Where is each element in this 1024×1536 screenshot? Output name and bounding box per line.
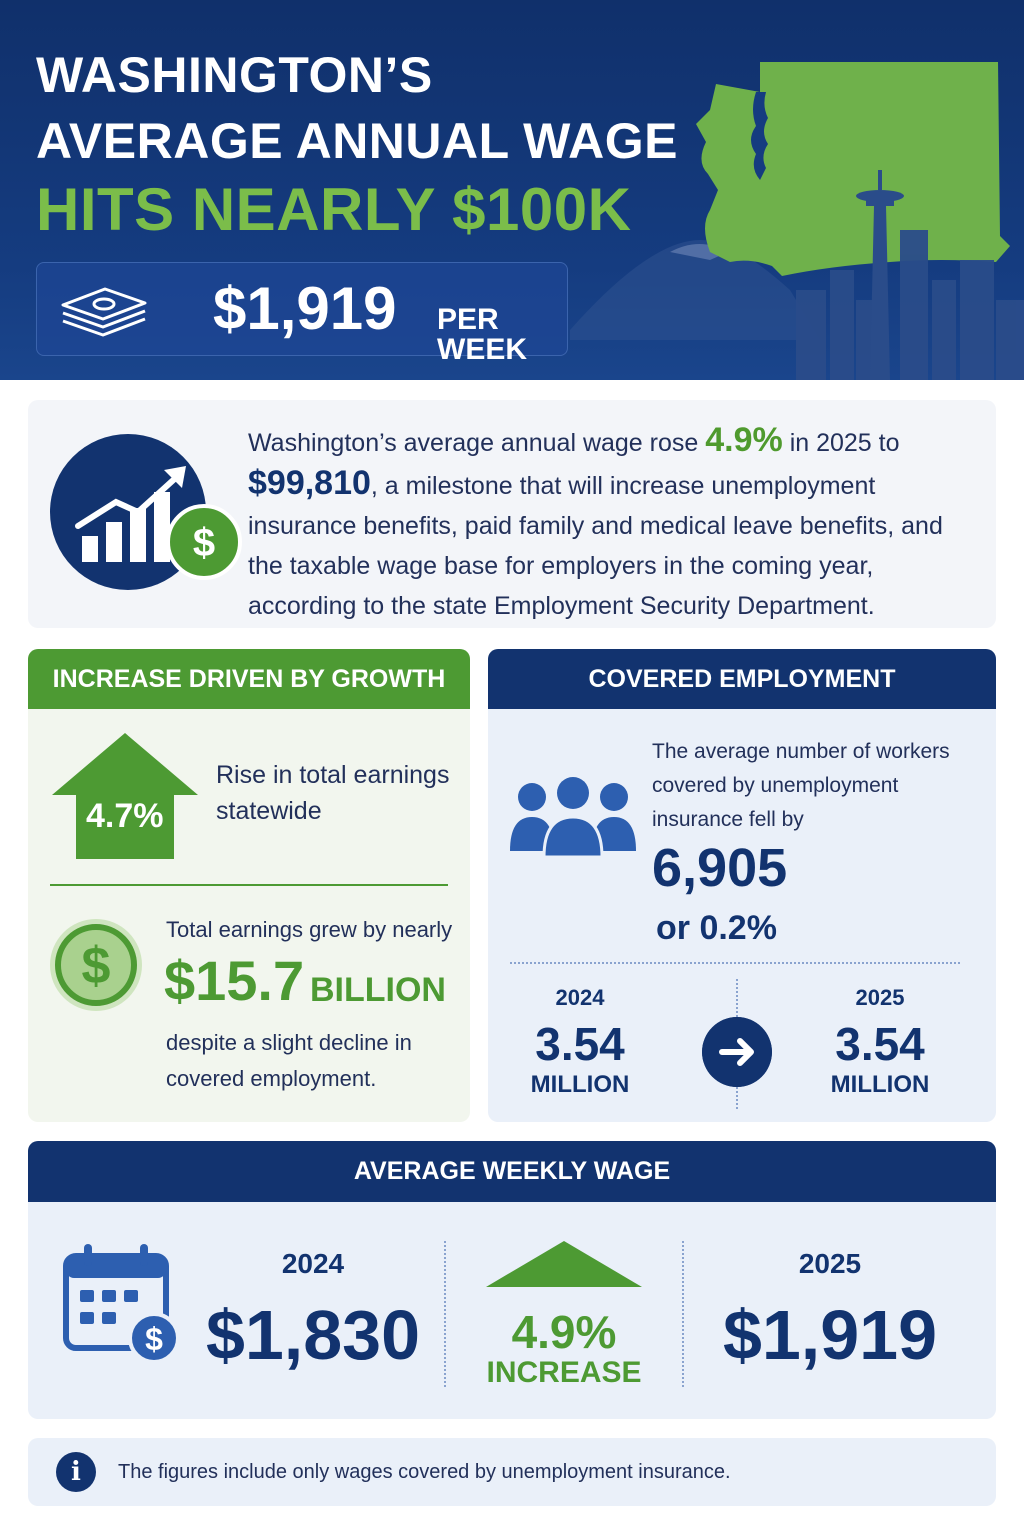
weekly-wage-panel — [28, 1141, 996, 1419]
weekly-amount: $1,919 — [213, 275, 397, 342]
growth-heading: INCREASE DRIVEN BY GROWTH — [28, 649, 470, 709]
dollar-coin-icon — [48, 915, 148, 1015]
employment-description: The average number of workers covered by unemployment insurance fell by — [652, 740, 950, 831]
growth-panel — [28, 649, 470, 1122]
rise-pct: 4.7% — [86, 797, 164, 835]
growth-chart-icon — [48, 432, 258, 602]
intro-paragraph: Washington’s average annual wage rose 4.9% in 2025 to $99,810, a milestone that will increase unemployment insurance benefits, paid family and medical leave benefits, and the taxable wage base for employers in the coming year, according to the state Employment Security Department. — [248, 421, 943, 620]
weekly-wage-2025-amount: $1,919 — [722, 1296, 938, 1374]
weekly-wage-increase-pct: 4.9% — [511, 1306, 617, 1358]
weekly-wage-heading: AVERAGE WEEKLY WAGE — [28, 1141, 996, 1202]
employment-2025-year: 2025 — [855, 985, 905, 1010]
earnings-unit: BILLION — [310, 971, 446, 1009]
weekly-unit: PER WEEK — [437, 303, 527, 366]
svg-text:$: $ — [192, 521, 216, 565]
footnote-bar — [28, 1438, 996, 1506]
earnings-note: despite a slight decline in covered employment. — [166, 1030, 412, 1091]
employment-2024-unit: MILLION — [530, 1071, 630, 1098]
calendar-dollar-icon — [62, 1242, 182, 1366]
employment-2024 — [510, 987, 650, 1097]
weekly-wage-2025-year: 2025 — [798, 1248, 862, 1279]
employment-2024-year: 2024 — [555, 985, 605, 1010]
earnings-amount: $15.7 — [164, 949, 305, 1012]
employment-decline-count: 6,905 — [652, 838, 788, 898]
footnote-text: The figures include only wages covered by unemployment insurance. — [118, 1461, 731, 1483]
employment-2024-value: 3.54 — [535, 1018, 625, 1070]
title-line-2: AVERAGE ANNUAL WAGE — [36, 113, 678, 169]
growth-divider — [50, 884, 448, 886]
weekly-wage-2025 — [710, 1248, 950, 1374]
money-stack-icon — [59, 283, 149, 337]
weekly-wage-banner — [36, 262, 568, 366]
svg-text:$: $ — [81, 937, 111, 995]
employment-2025 — [810, 987, 950, 1097]
info-icon: i — [56, 1452, 96, 1492]
employment-heading: COVERED EMPLOYMENT — [488, 649, 996, 709]
up-arrow-icon — [50, 731, 200, 861]
employment-2025-unit: MILLION — [830, 1071, 930, 1098]
hero-header — [0, 0, 1024, 380]
rise-description: Rise in total earnings statewide — [216, 761, 450, 825]
svg-text:$: $ — [145, 1321, 163, 1357]
weekly-wage-divider-left — [444, 1241, 446, 1387]
employment-divider — [510, 962, 960, 964]
title-line-3: HITS NEARLY $100K — [36, 176, 632, 243]
weekly-wage-increase-label: INCREASE — [486, 1356, 642, 1389]
weekly-wage-divider-right — [682, 1241, 684, 1387]
employment-2025-value: 3.54 — [835, 1018, 925, 1070]
intro-annual-pct: 4.9% — [705, 421, 783, 459]
title-line-1: WASHINGTON’S — [36, 47, 433, 103]
intro-annual-wage: $99,810 — [248, 464, 371, 502]
employment-panel — [488, 649, 996, 1122]
weekly-wage-2024-year: 2024 — [281, 1248, 345, 1279]
right-arrow-icon — [702, 1017, 772, 1087]
weekly-wage-2024-amount: $1,830 — [205, 1296, 421, 1374]
weekly-wage-2024 — [198, 1248, 428, 1374]
earnings-lead-in: Total earnings grew by nearly — [166, 917, 453, 942]
employment-decline-pct: or 0.2% — [656, 909, 777, 947]
intro-card — [28, 400, 996, 628]
up-triangle-icon — [484, 1239, 644, 1289]
people-icon — [508, 777, 638, 857]
